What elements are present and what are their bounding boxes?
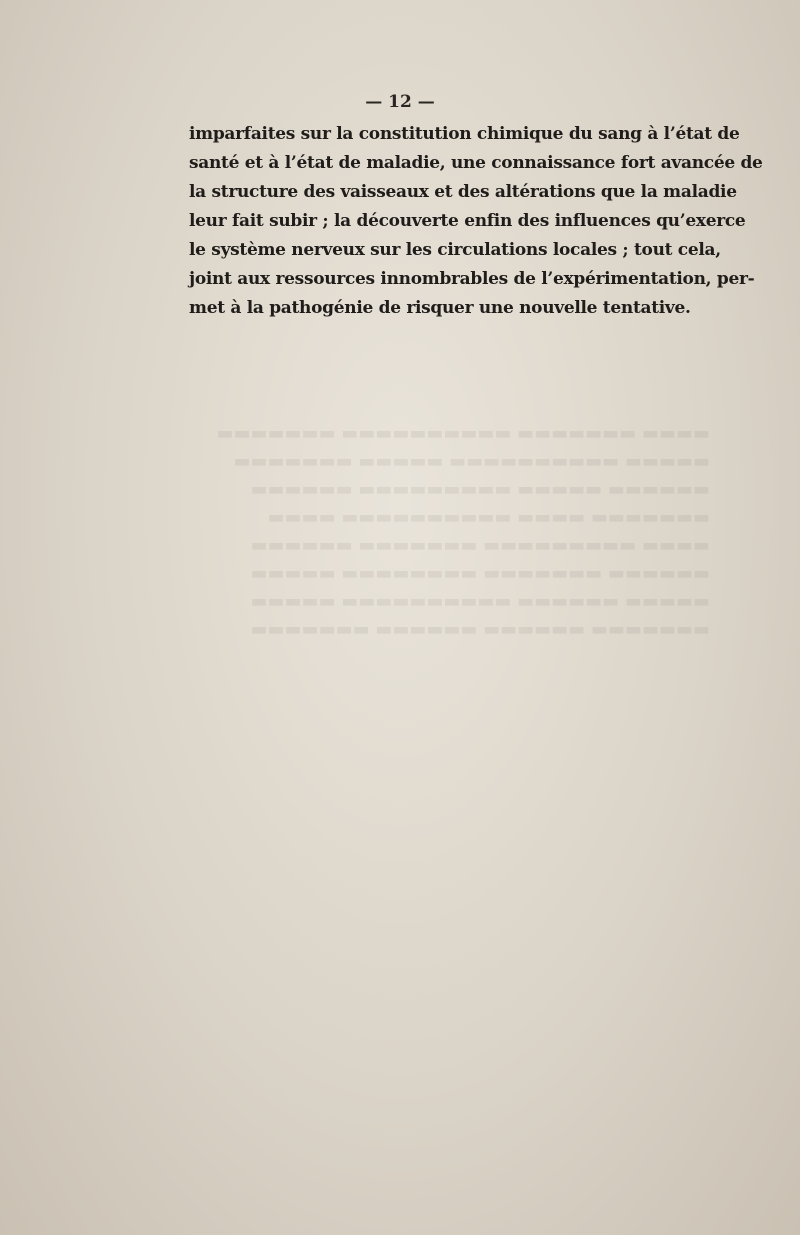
text-line: joint aux ressources innombrables de l’expérimentation, per-: [189, 269, 755, 289]
page-number: — 12 —: [365, 92, 435, 112]
text-line: met à la pathogénie de risquer une nouvelle tentative.: [189, 298, 691, 318]
bleed-through-texture: ▬▬▬▬ ▬▬▬▬▬▬▬ ▬▬▬▬▬▬▬▬▬▬ ▬▬▬▬▬▬▬ ▬▬▬▬▬ ▬▬▬▬▬▬▬▬▬▬ ▬▬▬▬▬ ▬▬▬▬▬▬▬ ▬▬▬▬▬▬ ▬▬▬▬▬ ▬▬▬▬▬▬▬▬▬ ▬▬▬▬▬▬ ▬▬▬▬▬▬▬ ▬▬▬▬ ▬▬▬▬▬▬▬▬▬▬ ▬▬▬▬ ▬▬▬▬ ▬▬▬▬▬▬▬▬▬ ▬▬▬▬▬▬▬ ▬▬▬▬▬▬ ▬▬▬▬▬▬ ▬▬▬▬▬▬▬ ▬▬▬▬▬▬▬▬ ▬▬▬▬▬ ▬▬▬▬▬ ▬▬▬▬▬▬ ▬▬▬▬▬▬▬▬▬▬ ▬▬▬▬▬ ▬▬▬▬▬▬▬ ▬▬▬▬▬▬ ▬▬▬▬▬▬ ▬▬▬▬▬▬▬: [216, 423, 710, 640]
text-line: la structure des vaisseaux et des altérations que la maladie: [189, 182, 737, 202]
text-line: santé et à l’état de maladie, une connaissance fort avancée de: [189, 153, 763, 173]
body-paragraph: [189, 120, 763, 323]
text-line: imparfaites sur la constitution chimique du sang à l’état de: [189, 124, 740, 144]
text-line: leur fait subir ; la découverte enfin des influences qu’exerce: [189, 211, 746, 231]
text-line: le système nerveux sur les circulations locales ; tout cela,: [189, 240, 721, 260]
